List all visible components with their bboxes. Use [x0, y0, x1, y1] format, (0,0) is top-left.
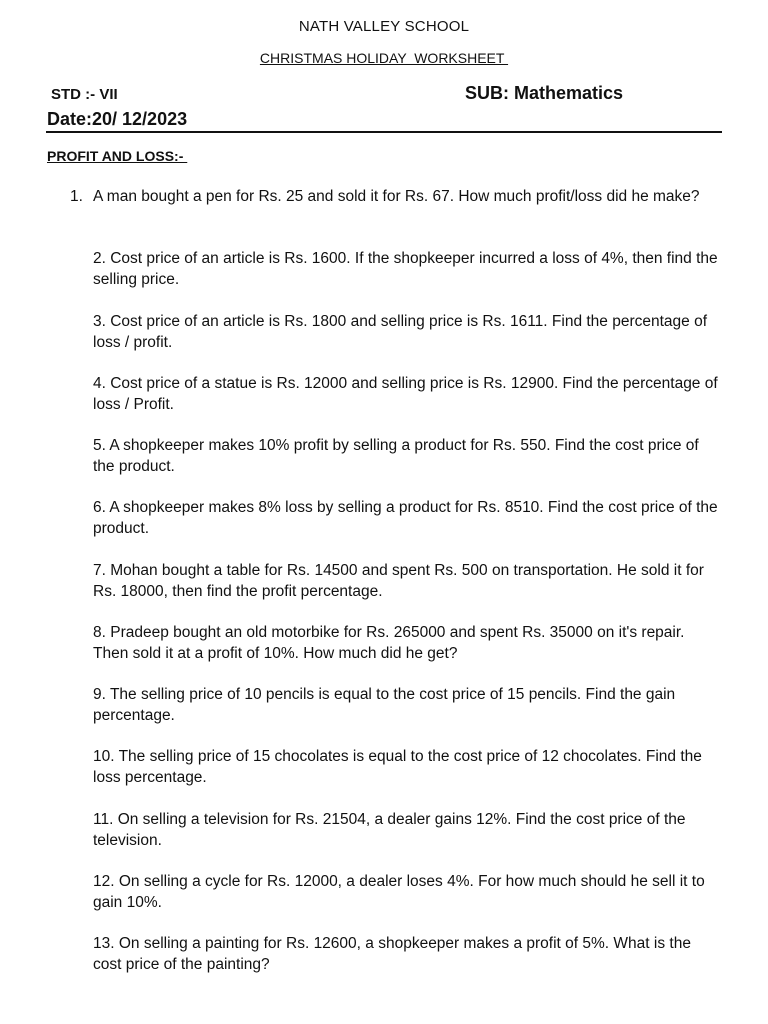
worksheet-title: CHRISTMAS HOLIDAY WORKSHEET: [259, 50, 509, 66]
school-name: NATH VALLEY SCHOOL: [298, 18, 470, 35]
question-item: 4. Cost price of a statue is Rs. 12000 and selling price is Rs. 12900. Find the percentage of loss / Profit.: [93, 375, 718, 413]
question-item: 11. On selling a television for Rs. 21504, a dealer gains 12%. Find the cost price of the television.: [93, 811, 686, 849]
question-item: 3. Cost price of an article is Rs. 1800 and selling price is Rs. 1611. Find the percentage of loss / profit.: [93, 313, 708, 351]
subject-label: SUB: Mathematics: [465, 83, 624, 103]
question-item: 6. A shopkeeper makes 8% loss by selling a product for Rs. 8510. Find the cost price of the product.: [93, 499, 718, 537]
question-item: 9. The selling price of 10 pencils is equal to the cost price of 15 pencils. Find the gain percentage.: [93, 686, 676, 724]
question-item: 2. Cost price of an article is Rs. 1600. If the shopkeeper incurred a loss of 4%, then find the selling price.: [93, 250, 718, 288]
date-label: Date:20/ 12/2023: [47, 109, 188, 129]
question-item: 12. On selling a cycle for Rs. 12000, a dealer loses 4%. For how much should he sell it to gain 10%.: [93, 873, 705, 911]
question-item: 8. Pradeep bought an old motorbike for Rs. 265000 and spent Rs. 35000 on it's repair. Then sold it at a profit of 10%. How much did he get?: [93, 624, 685, 662]
question-item: 10. The selling price of 15 chocolates is equal to the cost price of 12 chocolates. Find the loss percentage.: [93, 748, 702, 786]
section-title: PROFIT AND LOSS:-: [47, 148, 188, 164]
standard-label: STD :- VII: [51, 86, 118, 103]
question-number: 1.: [70, 188, 83, 205]
question-item: 5. A shopkeeper makes 10% profit by selling a product for Rs. 550. Find the cost price of the product.: [93, 437, 699, 475]
question-item: A man bought a pen for Rs. 25 and sold it for Rs. 67. How much profit/loss did he make?: [93, 188, 700, 205]
question-item: 13. On selling a painting for Rs. 12600, a shopkeeper makes a profit of 5%. What is the cost price of the painting?: [93, 935, 691, 973]
question-item: 7. Mohan bought a table for Rs. 14500 and spent Rs. 500 on transportation. He sold it for Rs. 18000, then find the profit percentage.: [93, 562, 704, 600]
header-divider: [46, 131, 722, 133]
